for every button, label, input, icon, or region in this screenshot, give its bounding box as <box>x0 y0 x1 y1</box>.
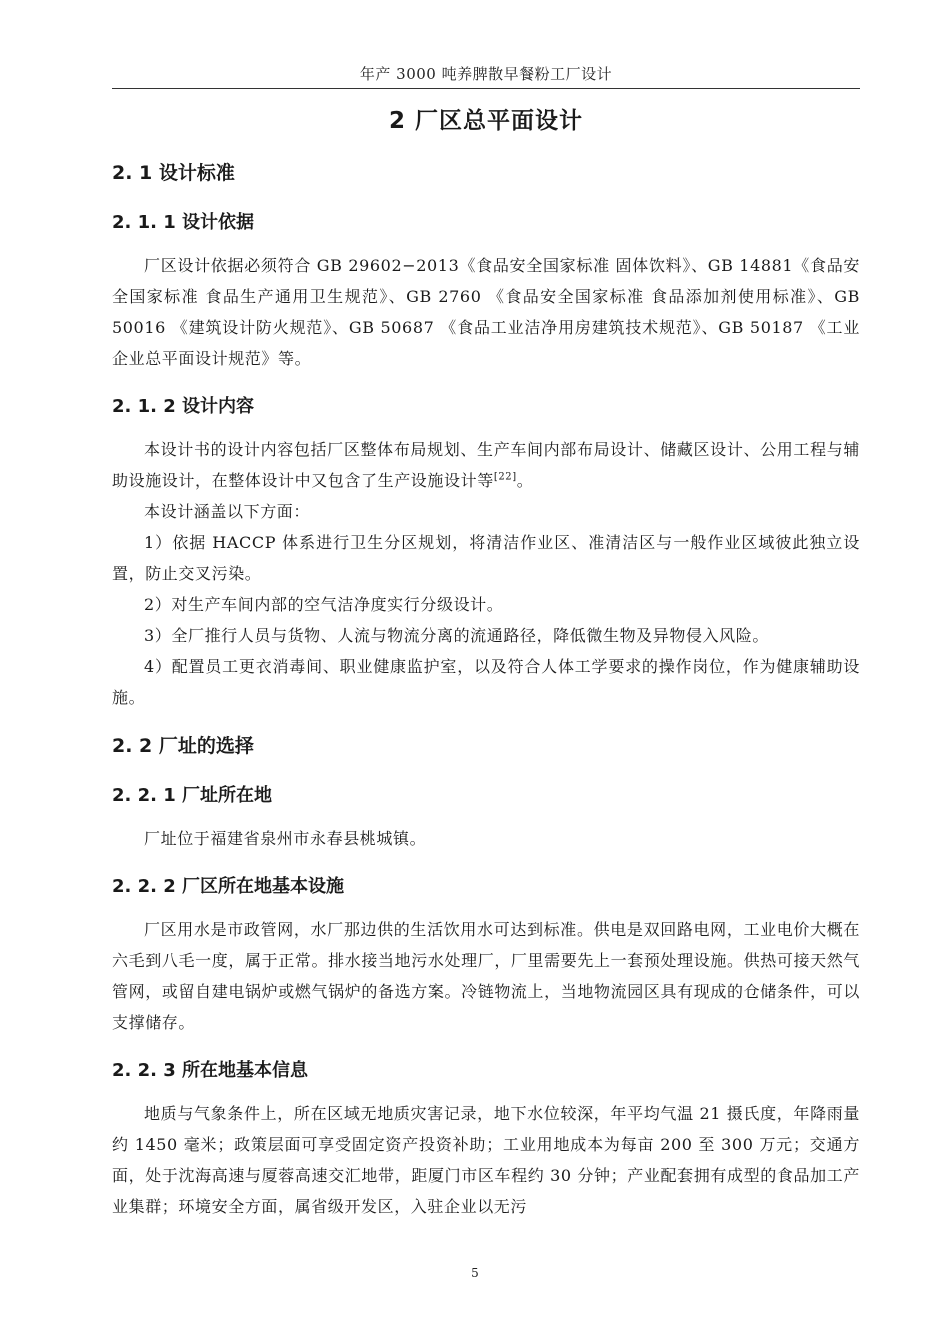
section-2-2-3-paragraph: 地质与气象条件上，所在区域无地质灾害记录，地下水位较深，年平均气温 21 摄氏度，年降雨量约 1450 毫米；政策层面可享受固定资产投资补助；工业用地成本为每亩 200 至 300 万元；交通方面，处于沈海高速与厦蓉高速交汇地带，距厦门市区车程约 30 分钟；产业配套拥有成型的食品加工产业集群；环境安全方面，属省级开发区，入驻企业以无污 <box>112 1104 860 1216</box>
section-2-2-2-heading: 2. 2. 2 厂区所在地基本设施 <box>112 876 345 897</box>
section-2-2-2-paragraph: 厂区用水是市政管网，水厂那边供的生活饮用水可达到标准。供电是双回路电网，工业电价大概在六毛到八毛一度，属于正常。排水接当地污水处理厂，厂里需要先上一套预处理设施。供热可接天然气管网，或留自建电锅炉或燃气锅炉的备选方案。冷链物流上，当地物流园区具有现成的仓储条件，可以支撑储存。 <box>112 920 860 1032</box>
section-2-1-2-paragraph-1 <box>112 434 860 496</box>
section-2-1-2-heading: 2. 1. 2 设计内容 <box>112 396 255 417</box>
list-item-2: 2）对生产车间内部的空气洁净度实行分级设计。 <box>144 595 504 614</box>
section-2-2-heading: 2. 2 厂址的选择 <box>112 735 254 757</box>
list-item-3: 3）全厂推行人员与货物、人流与物流分离的流通路径，降低微生物及异物侵入风险。 <box>144 626 769 645</box>
section-2-2-1-heading: 2. 2. 1 厂址所在地 <box>112 785 273 806</box>
paragraph-end: 。 <box>516 471 534 490</box>
section-2-1-1-paragraph: 厂区设计依据必须符合 GB 29602−2013《食品安全国家标准 固体饮料》、GB 14881《食品安全国家标准 食品生产通用卫生规范》、GB 2760 《食品安全国家标准 食品添加剂使用标准》、GB 50016 《建筑设计防火规范》、GB 50687 《食品工业洁净用房建筑技术规范》、GB 50187 《工业企业总平面设计规范》等。 <box>112 256 860 368</box>
list-item-1: 1）依据 HACCP 体系进行卫生分区规划，将清洁作业区、准清洁区与一般作业区域彼此独立设置，防止交叉污染。 <box>112 533 860 583</box>
section-2-1-heading: 2. 1 设计标准 <box>112 162 235 184</box>
running-header: 年产 3000 吨养脾散早餐粉工厂设计 <box>359 65 613 83</box>
list-item-4: 4）配置员工更衣消毒间、职业健康监护室，以及符合人体工学要求的操作岗位，作为健康辅助设施。 <box>112 657 860 707</box>
chapter-title: 2 厂区总平面设计 <box>388 108 583 134</box>
section-2-1-2-paragraph-2: 本设计涵盖以下方面： <box>144 502 311 521</box>
paragraph-text: 本设计书的设计内容包括厂区整体布局规划、生产车间内部布局设计、储藏区设计、公用工程与辅助设施设计，在整体设计中又包含了生产设施设计等 <box>112 440 860 490</box>
section-2-1-1-heading: 2. 1. 1 设计依据 <box>112 212 255 233</box>
citation-reference[interactable]: [22] <box>493 471 517 483</box>
page-number: 5 <box>471 1266 479 1280</box>
section-2-2-3-heading: 2. 2. 3 所在地基本信息 <box>112 1060 309 1081</box>
section-2-2-1-paragraph: 厂址位于福建省泉州市永春县桃城镇。 <box>144 829 427 848</box>
header-rule <box>112 88 860 89</box>
page-content <box>112 104 860 1222</box>
